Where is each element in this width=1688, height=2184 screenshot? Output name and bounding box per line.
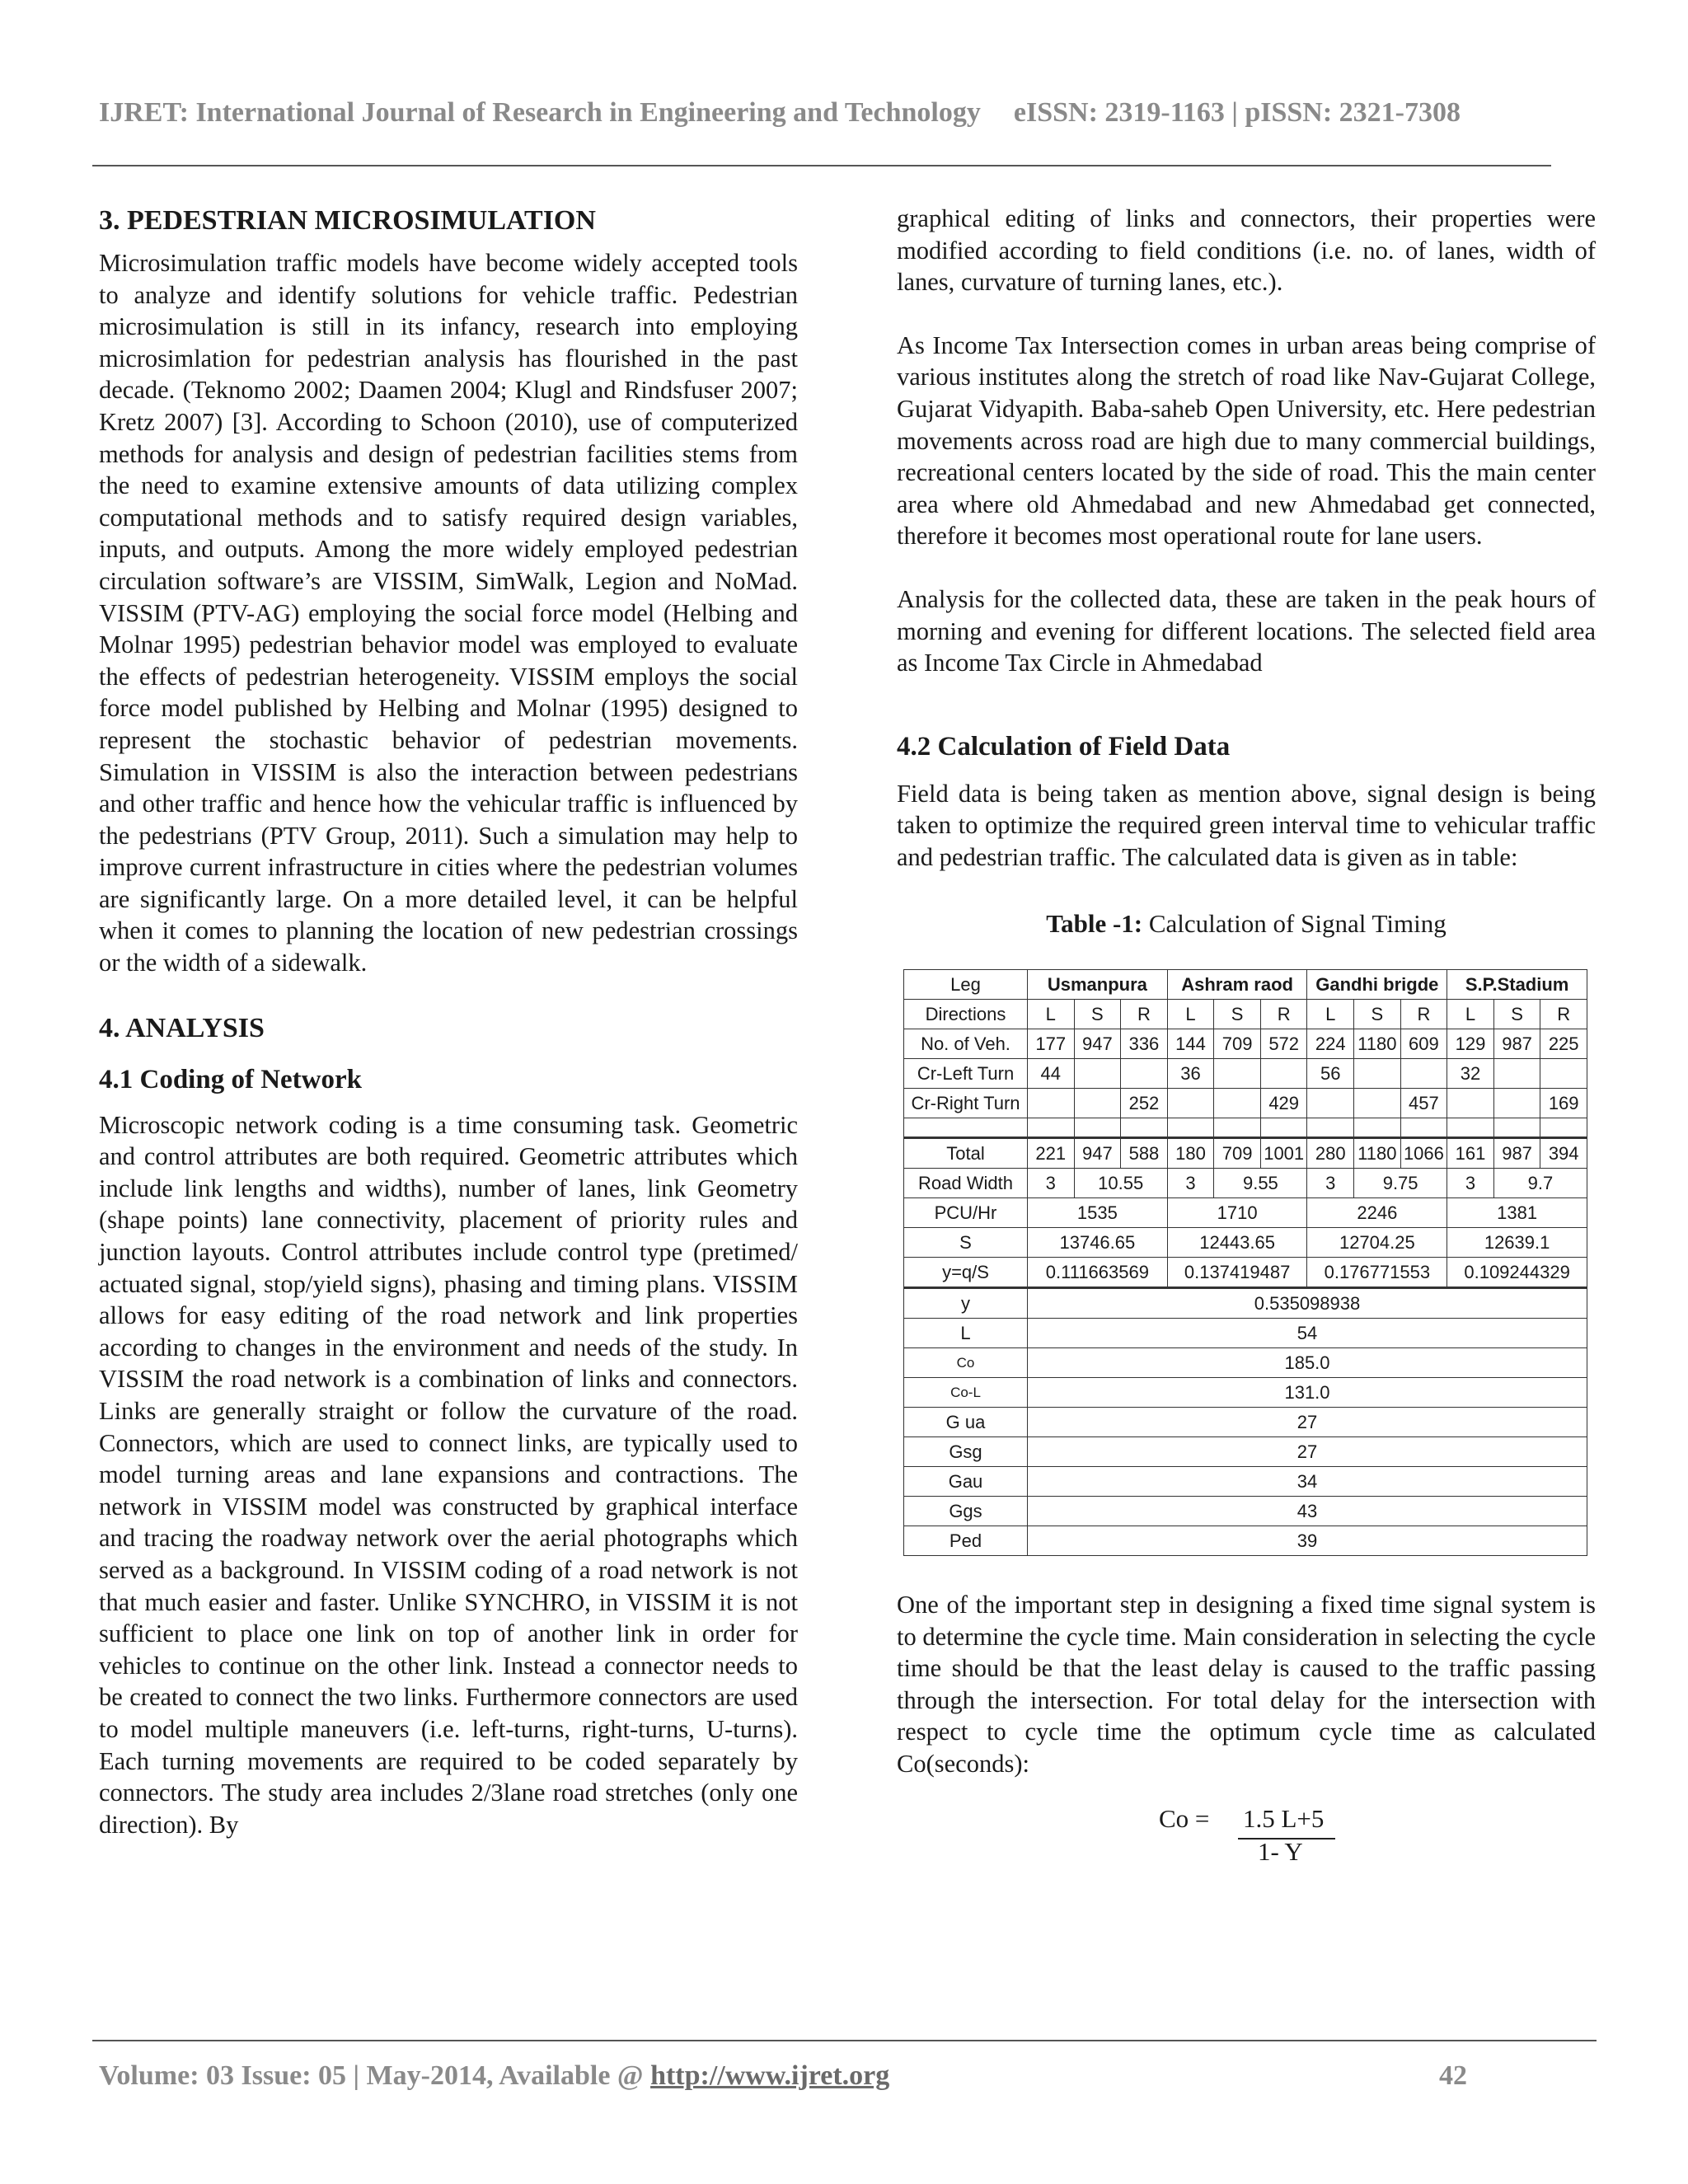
page-number: 42 (1439, 2060, 1467, 2091)
table-cell: 54 (1028, 1319, 1587, 1348)
table-cell: 1710 (1167, 1198, 1307, 1228)
table-cell: 1180 (1354, 1138, 1401, 1169)
section-3-heading: 3. PEDESTRIAN MICROSIMULATION (99, 205, 596, 236)
table-cell (1493, 1059, 1540, 1089)
row-label: Co-L (904, 1378, 1028, 1408)
table-cell (1214, 1089, 1261, 1118)
table-cell: 224 (1307, 1029, 1354, 1059)
row-label: Cr-Left Turn (904, 1059, 1028, 1089)
table-cell: 177 (1028, 1029, 1075, 1059)
journal-link[interactable]: http://www.ijret.org (650, 2060, 890, 2091)
table-cell (1493, 1089, 1540, 1118)
section-4-1-heading: 4.1 Coding of Network (99, 1064, 362, 1094)
leg-gandhi-brigde: Gandhi brigde (1307, 970, 1447, 1000)
table-cell: 947 (1074, 1138, 1121, 1169)
paragraph-income-tax: As Income Tax Intersection comes in urban areas being comprise of various institutes along the stretch of road like Nav-Gujarat College, Gujarat Vidyapith. Baba-saheb Open University, etc. Here pedestrian movements across road are high due to many commercial buildings, recreational centers located by the side of road. This the main center area where old Ahmedabad and new Ahmedabad get connected, therefore it becomes most operational route for lane users. (897, 330, 1596, 551)
table-cell: 12639.1 (1447, 1228, 1587, 1258)
formula-numerator: 1.5 L+5 (1243, 1803, 1325, 1833)
table-row-co (904, 1348, 1587, 1378)
table-cell (1260, 1059, 1307, 1089)
dir-cell: L (1028, 1000, 1075, 1029)
journal-header (99, 97, 1566, 129)
dir-cell: L (1167, 1000, 1214, 1029)
table-cell: 161 (1447, 1138, 1494, 1169)
section-3-paragraph: Microsimulation traffic models have become widely accepted tools to analyze and identify solutions for vehicle traffic. Pedestrian microsimulation is still in its infancy, research into employing microsimlation for pedestrian analysis has flourished in the past decade. (Teknomo 2002; Daamen 2004; Klugl and Rindsfuser 2007; Kretz 2007) [3]. According to Schoon (2010), use of computerized methods for analysis and design of pedestrian facilities stems from the need to examine extensive amounts of data utilizing complex computational methods and to satisfy required design variables, inputs, and outputs. Among the more widely employed pedestrian circulation software’s are VISSIM, SimWalk, Legion and NoMad. VISSIM (PTV-AG) employing the social force model (Helbing and Molnar 1995) pedestrian behavior model was employed to evaluate the effects of pedestrian heterogeneity. VISSIM employs the social force model published by Helbing and Molnar (1995) designed to represent the stochastic behavior of pedestrian movements. Simulation in VISSIM is also the interaction between pedestrians and other traffic and hence how the vehicular traffic is influenced by the pedestrians (PTV Group, 2011). Such a simulation may help to improve current infrastructure in cities where the pedestrian volumes are significantly large. On a more detailed level, it can be helpful when it comes to planning the location of new pedestrian crossings or the width of a sidewalk. (99, 249, 798, 977)
table-row-y (904, 1288, 1587, 1319)
table-cell: 709 (1214, 1029, 1261, 1059)
table-row-co-l (904, 1378, 1587, 1408)
dir-cell: R (1260, 1000, 1307, 1029)
row-label: S (904, 1228, 1028, 1258)
page-footer (99, 2060, 1467, 2092)
dir-cell: S (1074, 1000, 1121, 1029)
table-cell: 3 (1307, 1169, 1354, 1198)
table-cell: 1381 (1447, 1198, 1587, 1228)
cycle-time-formula (897, 1803, 1596, 1869)
row-label: y (904, 1288, 1028, 1319)
dir-cell: S (1493, 1000, 1540, 1029)
table-cell: 27 (1028, 1437, 1587, 1467)
table-cell: 12704.25 (1307, 1228, 1447, 1258)
leg-usmanpura: Usmanpura (1028, 970, 1168, 1000)
table-cell: 987 (1493, 1138, 1540, 1169)
table-cell: 0.535098938 (1028, 1288, 1587, 1319)
table-row-ped (904, 1526, 1587, 1556)
dir-cell: R (1121, 1000, 1168, 1029)
paragraph-cycle-time: One of the important step in designing a fixed time signal system is to determine the cycle time. Main consideration in selecting the cycle time should be that the least delay is caused to the traffic passing through the intersection. For total delay for the intersection with respect to cycle time the optimum cycle time as calculated Co(seconds): (897, 1591, 1596, 1779)
table-cell (1074, 1089, 1121, 1118)
table-cell: 36 (1167, 1059, 1214, 1089)
table-cell: 39 (1028, 1526, 1587, 1556)
row-label: L (904, 1319, 1028, 1348)
leg-ashram-raod: Ashram raod (1167, 970, 1307, 1000)
table-cell: 252 (1121, 1089, 1168, 1118)
table-row-total (904, 1138, 1587, 1169)
table-cell: 9.55 (1214, 1169, 1307, 1198)
paragraph-field-data: Field data is being taken as mention above, signal design is being taken to optimize the required green interval time to vehicular traffic and pedestrian traffic. The calculated data is given as in table: (897, 779, 1596, 871)
table-row-road-width (904, 1169, 1587, 1198)
row-label: PCU/Hr (904, 1198, 1028, 1228)
table-row-s (904, 1228, 1587, 1258)
table-cell: 221 (1028, 1138, 1075, 1169)
table-cell: 987 (1493, 1029, 1540, 1059)
table-cell: 1001 (1260, 1138, 1307, 1169)
table-cell: 1180 (1354, 1029, 1401, 1059)
table-cell: 9.7 (1493, 1169, 1587, 1198)
table-cell (1214, 1059, 1261, 1089)
footer-text: Volume: 03 Issue: 05 | May-2014, Available @ (99, 2060, 651, 2091)
table-cell: 2246 (1307, 1198, 1447, 1228)
directions-label: Directions (904, 1000, 1028, 1029)
table-cell: 280 (1307, 1138, 1354, 1169)
table-row-gsg (904, 1437, 1587, 1467)
table-cell (1028, 1089, 1075, 1118)
dir-cell: L (1307, 1000, 1354, 1029)
table-cell (1354, 1059, 1401, 1089)
leg-label: Leg (904, 970, 1028, 1000)
table-label: Table -1: (1046, 908, 1143, 938)
left-column (99, 203, 798, 1840)
table-cell (1307, 1089, 1354, 1118)
row-label: Gsg (904, 1437, 1028, 1467)
table-title: Calculation of Signal Timing (1148, 908, 1447, 938)
table-row-legs (904, 970, 1587, 1000)
row-label: y=q/S (904, 1258, 1028, 1288)
row-label: Ped (904, 1526, 1028, 1556)
table-cell: 44 (1028, 1059, 1075, 1089)
paragraph-analysis: Analysis for the collected data, these are taken in the peak hours of morning and evening for different locations. The selected field area as Income Tax Circle in Ahmedabad (897, 584, 1596, 677)
table-cell: 144 (1167, 1029, 1214, 1059)
table-cell: 169 (1540, 1089, 1587, 1118)
table-cell: 609 (1400, 1029, 1447, 1059)
table-cell: 588 (1121, 1138, 1168, 1169)
table-row-gua (904, 1408, 1587, 1437)
table-row-left-turn (904, 1059, 1587, 1089)
section-4-1-paragraph: Microscopic network coding is a time consuming task. Geometric and control attributes are both required. Geometric attributes which include link lengths and widths), number of lanes, link Geometry (shape points) lane connectivity, placement of priority rules and junction layouts. Control attributes include control type (pretimed/ actuated signal, stop/yield signs), phasing and timing plans. VISSIM allows for easy editing of the road network and link properties according to changes in the environment and needs of the study. In VISSIM the road network is a combination of links and connectors. Links are generally straight or follow the curvature of the road. Connectors, which are used to connect links, are typically used to model turning areas and lane expansions and contractions. The network in VISSIM model was constructed by graphical interface and tracing the roadway network over the aerial photographs which served as a background. In VISSIM coding of a road network is not that much easier and faster. Unlike SYNCHRO, in VISSIM it is not sufficient to place one link on top of another link in order for vehicles to continue on the other link. Instead a connector needs to be created to connect the two links. Furthermore connectors are used to model multiple maneuvers (i.e. left-turns, right-turns, U-turns). Each turning movements are required to be coded separately by connectors. The study area includes 2/3lane road stretches (only one direction). By (99, 1110, 798, 1839)
table-cell (1447, 1089, 1494, 1118)
row-label: Gau (904, 1467, 1028, 1497)
table-cell: 0.109244329 (1447, 1258, 1587, 1288)
table-row-right-turn (904, 1089, 1587, 1118)
section-4-heading: 4. ANALYSIS (99, 1012, 265, 1043)
row-label: G ua (904, 1408, 1028, 1437)
table-cell: 131.0 (1028, 1378, 1587, 1408)
table-row-spacer (904, 1118, 1587, 1138)
table-cell (1167, 1089, 1214, 1118)
table-cell: 0.111663569 (1028, 1258, 1168, 1288)
table-cell: 336 (1121, 1029, 1168, 1059)
table-cell: 43 (1028, 1497, 1587, 1526)
table-cell: 3 (1028, 1169, 1075, 1198)
table-row-directions (904, 1000, 1587, 1029)
table-cell: 12443.65 (1167, 1228, 1307, 1258)
dir-cell: R (1400, 1000, 1447, 1029)
table-cell: 0.137419487 (1167, 1258, 1307, 1288)
table-row-pcu (904, 1198, 1587, 1228)
right-column (897, 203, 1596, 1869)
table-cell (1354, 1089, 1401, 1118)
table-row-l (904, 1319, 1587, 1348)
dir-cell: R (1540, 1000, 1587, 1029)
table-cell (1121, 1059, 1168, 1089)
table-cell: 13746.65 (1028, 1228, 1168, 1258)
dir-cell: S (1354, 1000, 1401, 1029)
formula-lhs: Co = (1159, 1803, 1210, 1833)
table-row-gau (904, 1467, 1587, 1497)
table-cell: 709 (1214, 1138, 1261, 1169)
table-cell: 180 (1167, 1138, 1214, 1169)
table-cell: 394 (1540, 1138, 1587, 1169)
row-label: No. of Veh. (904, 1029, 1028, 1059)
table-cell: 429 (1260, 1089, 1307, 1118)
table-cell: 947 (1074, 1029, 1121, 1059)
table-cell: 9.75 (1354, 1169, 1447, 1198)
table-row-yqs (904, 1258, 1587, 1288)
table-cell: 129 (1447, 1029, 1494, 1059)
row-label: Road Width (904, 1169, 1028, 1198)
journal-title: IJRET: International Journal of Research in Engineering and Technology (99, 97, 981, 128)
table-cell: 32 (1447, 1059, 1494, 1089)
table-cell: 3 (1447, 1169, 1494, 1198)
paragraph-graphical-editing: graphical editing of links and connectors, their properties were modified according to field conditions (i.e. no. of lanes, width of lanes, curvature of turning lanes, etc.). (897, 204, 1596, 297)
table-cell (1074, 1059, 1121, 1089)
section-4-2-heading: 4.2 Calculation of Field Data (897, 731, 1231, 762)
table-cell: 572 (1260, 1029, 1307, 1059)
dir-cell: S (1214, 1000, 1261, 1029)
header-rule (92, 165, 1551, 166)
footer-rule (92, 2040, 1597, 2041)
table-row-vehicles (904, 1029, 1587, 1059)
table-cell (1400, 1059, 1447, 1089)
dir-cell: L (1447, 1000, 1494, 1029)
table-cell: 3 (1167, 1169, 1214, 1198)
table-cell: 1535 (1028, 1198, 1168, 1228)
table-row-ggs (904, 1497, 1587, 1526)
table-cell: 1066 (1400, 1138, 1447, 1169)
table-cell: 457 (1400, 1089, 1447, 1118)
leg-sp-stadium: S.P.Stadium (1447, 970, 1587, 1000)
table-caption (897, 908, 1596, 940)
formula-denominator: 1- Y (1258, 1836, 1303, 1866)
table-cell: 0.176771553 (1307, 1258, 1447, 1288)
issn: eISSN: 2319-1163 | pISSN: 2321-7308 (1013, 97, 1461, 128)
table-cell: 185.0 (1028, 1348, 1587, 1378)
row-label: Cr-Right Turn (904, 1089, 1028, 1118)
table-cell: 56 (1307, 1059, 1354, 1089)
signal-timing-table (903, 969, 1587, 1556)
row-label: Ggs (904, 1497, 1028, 1526)
row-label: Co (904, 1348, 1028, 1378)
table-cell (1540, 1059, 1587, 1089)
table-cell: 34 (1028, 1467, 1587, 1497)
table-cell: 225 (1540, 1029, 1587, 1059)
row-label: Total (904, 1138, 1028, 1169)
table-cell: 27 (1028, 1408, 1587, 1437)
table-cell: 10.55 (1074, 1169, 1167, 1198)
